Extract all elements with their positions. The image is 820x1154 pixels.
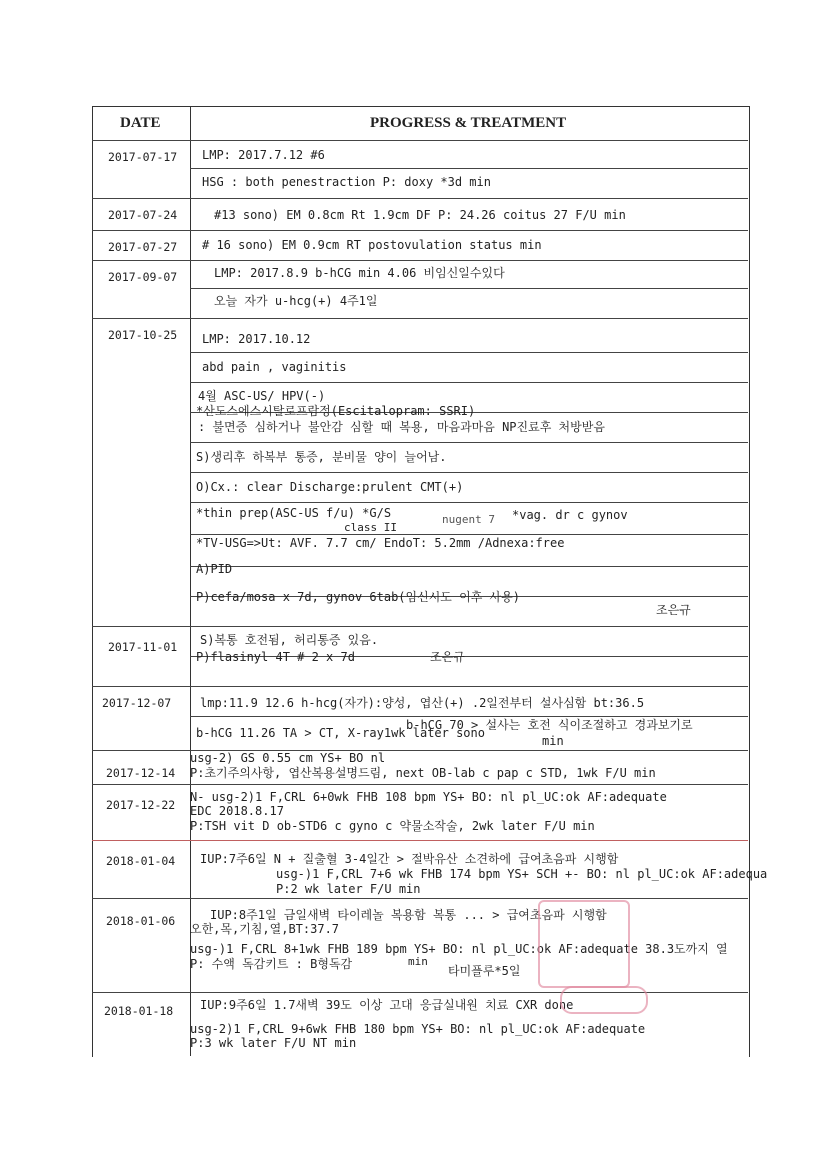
entry-text: N- usg-2)1 F,CRL 6+0wk FHB 108 bpm YS+ BO: nl pl_UC:ok AF:adequate: [190, 790, 667, 804]
row-line: [190, 502, 748, 503]
entry-text: LMP: 2017.7.12 #6: [202, 148, 325, 162]
entry-date: 2017-11-01: [108, 640, 178, 654]
entry-date: 2017-12-14: [106, 766, 176, 780]
hospital-seal-stamp: [538, 900, 630, 988]
row-line: [190, 352, 748, 353]
entry-text: 타미플루*5일: [448, 964, 521, 978]
row-line: [92, 898, 748, 899]
row-line: [92, 784, 748, 785]
entry-text: : 불면증 심하거나 불안감 심할 때 복용, 마음과마음 NP진료후 처방받음: [198, 420, 605, 434]
entry-date: 2017-07-17: [108, 150, 178, 164]
row-line: [190, 566, 748, 567]
entry-text: P:2 wk later F/U min: [276, 882, 421, 896]
entry-text: usg-)1 F,CRL 8+1wk FHB 189 bpm YS+ BO: nl pl_UC:ok AF:adequate 38.3도까지 열: [190, 942, 728, 956]
entry-text: b-hCG 70 > 설사는 호전 식이조절하고 경과보기로: [406, 718, 693, 732]
entry-text: P)cefa/mosa x 7d, gynov 6tab(임신시도 이후 사용): [196, 590, 520, 604]
entry-text: S)복통 호전됨, 허리통증 있음.: [200, 633, 379, 647]
entry-text: class II: [344, 521, 397, 534]
entry-text: *thin prep(ASC-US f/u) *G/S: [196, 506, 392, 520]
entry-date: 2017-07-24: [108, 208, 178, 222]
entry-date: 2017-10-25: [108, 328, 178, 342]
row-line: [92, 626, 748, 627]
entry-text: LMP: 2017.10.12: [202, 332, 311, 346]
entry-date: 2017-12-22: [106, 798, 176, 812]
entry-text: P)flasinyl 4T # 2 x 7d: [196, 650, 355, 664]
signature: 조은규: [656, 603, 691, 617]
row-line: [92, 230, 748, 231]
entry-text: min: [542, 734, 564, 748]
row-line: [92, 318, 748, 319]
entry-text: *vag. dr c gynov: [512, 508, 628, 522]
entry-text: O)Cx.: clear Discharge:prulent CMT(+): [196, 480, 464, 494]
row-line-red: [92, 840, 748, 841]
entry-text: 오한,목,기침,열,BT:37.7: [190, 922, 340, 936]
blue-ink-stamp: [414, 944, 534, 984]
entry-text: IUP:7주6일 N + 질출혈 3-4일간 > 절박유산 소견하에 급여초음파 시행함: [200, 852, 619, 866]
entry-date: 2017-07-27: [108, 240, 178, 254]
row-line: [190, 382, 748, 383]
row-line: [92, 198, 748, 199]
entry-text: P:TSH vit D ob-STD6 c gyno c 약물소작술, 2wk later F/U min: [190, 819, 595, 833]
entry-text: LMP: 2017.8.9 b-hCG min 4.06 비임신일수있다: [214, 266, 505, 280]
row-line: [190, 716, 748, 717]
entry-text: S)생리후 하복부 통증, 분비물 양이 늘어남.: [196, 450, 447, 464]
entry-text: # 16 sono) EM 0.9cm RT postovulation status min: [202, 238, 542, 252]
row-line: [190, 168, 748, 169]
column-divider: [190, 106, 191, 1056]
entry-date: 2017-09-07: [108, 270, 178, 284]
entry-date: 2018-01-18: [104, 1004, 174, 1018]
entry-text: #13 sono) EM 0.8cm Rt 1.9cm DF P: 24.26 coitus 27 F/U min: [214, 208, 626, 222]
entry-text: *산도스에스시탈로프람정(Escitalopram: SSRI): [196, 404, 476, 418]
entry-text: P:초기주의사항, 엽산복용설명드림, next OB-lab c pap c STD, 1wk F/U min: [190, 766, 656, 780]
row-line: [92, 260, 748, 261]
entry-text: b-hCG 11.26 TA > CT, X-ray1wk later sono: [196, 726, 485, 740]
entry-text: EDC 2018.8.17: [190, 804, 284, 818]
entry-text: usg-)1 F,CRL 7+6 wk FHB 174 bpm YS+ SCH +- BO: nl pl_UC:ok AF:adequa: [276, 867, 768, 881]
entry-text: nugent 7: [442, 513, 495, 526]
row-line: [190, 288, 748, 289]
row-line: [92, 992, 748, 993]
header-progress: PROGRESS & TREATMENT: [370, 115, 567, 131]
row-line: [190, 472, 748, 473]
hospital-seal-stamp: [560, 986, 648, 1014]
entry-date: 2017-12-07: [102, 696, 172, 710]
entry-text: usg-2)1 F,CRL 9+6wk FHB 180 bpm YS+ BO: nl pl_UC:ok AF:adequate: [190, 1022, 646, 1036]
entry-text: P:3 wk later F/U NT min: [190, 1036, 357, 1050]
entry-text: min: [408, 955, 428, 968]
entry-date: 2018-01-06: [106, 914, 176, 928]
entry-text: HSG : both penestraction P: doxy *3d min: [202, 175, 491, 189]
entry-date: 2018-01-04: [106, 854, 176, 868]
entry-text: IUP:8주1일 금일새벽 타이레놀 복용함 복통 ... > 급여초음파 시행함: [210, 908, 607, 922]
row-line: [92, 686, 748, 687]
row-line: [190, 442, 748, 443]
entry-text: 4월 ASC-US/ HPV(-): [198, 389, 326, 403]
entry-text: lmp:11.9 12.6 h-hcg(자가):양성, 엽산(+) .2일전부터 설사심함 bt:36.5: [200, 696, 645, 710]
entry-text: *TV-USG=>Ut: AVF. 7.7 cm/ EndoT: 5.2mm /Adnexa:free: [196, 536, 565, 550]
entry-text: abd pain , vaginitis: [202, 360, 347, 374]
entry-text: P: 수액 독감키트 : B형독감: [190, 957, 353, 971]
entry-text: A)PID: [196, 562, 233, 576]
row-line: [190, 534, 748, 535]
entry-text: 오늘 자가 u-hcg(+) 4주1일: [214, 294, 378, 308]
signature: 조은규: [430, 650, 465, 664]
entry-text: IUP:9주6일 1.7새벽 39도 이상 고대 응급실내원 치료 CXR done: [200, 998, 574, 1012]
header-date: DATE: [120, 115, 161, 131]
header-divider: [92, 140, 748, 141]
entry-text: usg-2) GS 0.55 cm YS+ BO nl: [190, 751, 386, 765]
